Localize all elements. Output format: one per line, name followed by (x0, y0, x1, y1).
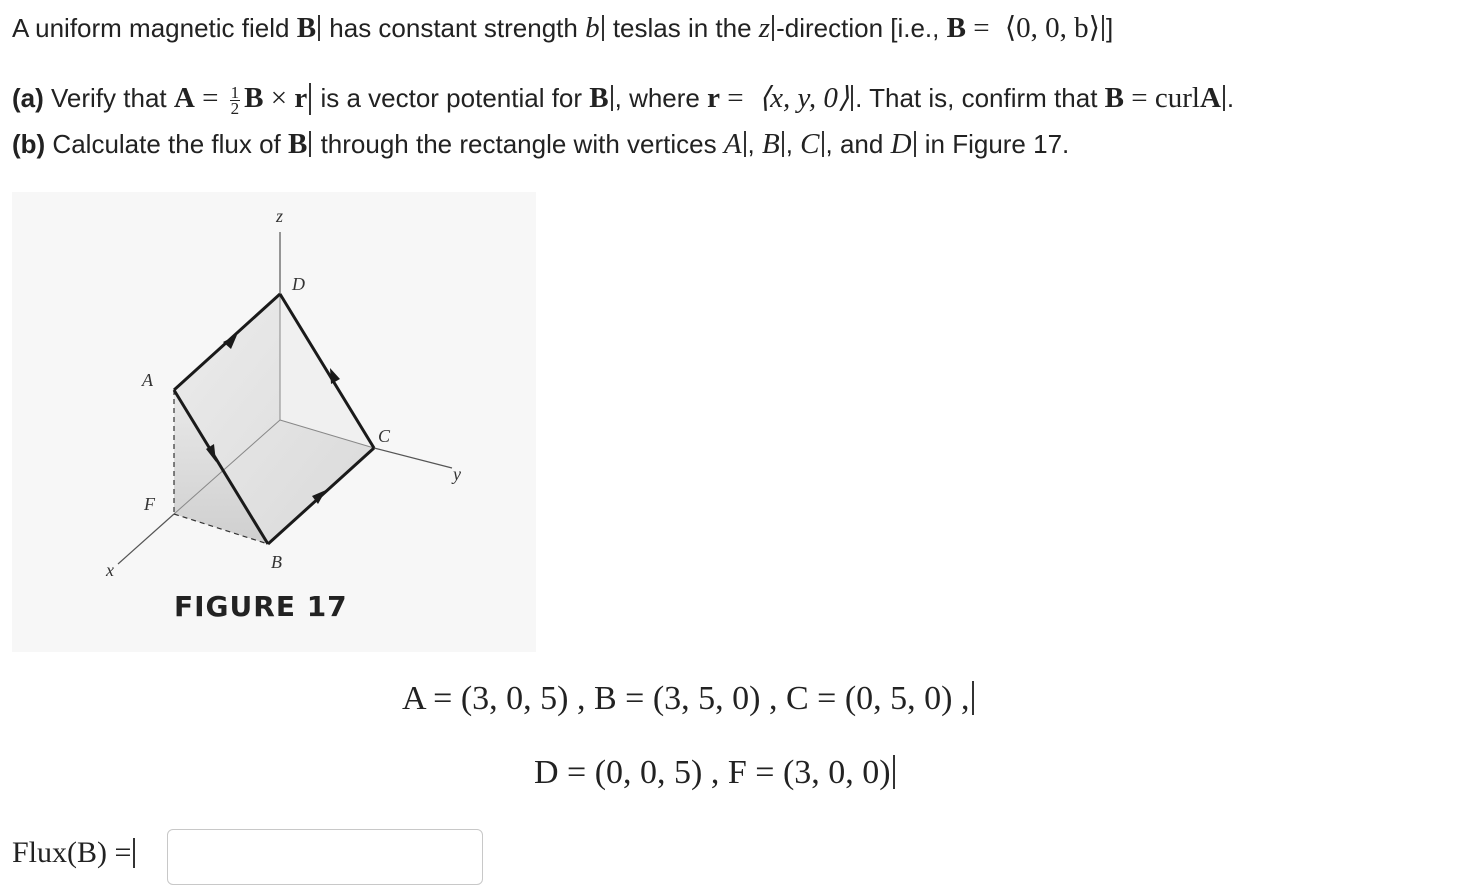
cursor-mark (914, 131, 916, 157)
cursor-mark (772, 15, 774, 41)
text: , where (614, 83, 708, 113)
text: is a vector potential for (313, 83, 590, 113)
math-equals: = (965, 12, 997, 44)
cursor-mark (309, 131, 311, 157)
label-A: A (142, 370, 153, 390)
cursor-mark (972, 681, 974, 715)
cursor-mark (133, 838, 135, 868)
text: has constant strength (322, 13, 586, 43)
math-curl: = curl (1124, 82, 1200, 114)
math-vector: ⟨x, y, 0⟩ (758, 82, 850, 114)
part-label: (a) (12, 83, 44, 113)
cursor-mark (602, 15, 604, 41)
vertex-C: C (800, 128, 820, 160)
problem-intro (12, 12, 1113, 44)
label-F: F (144, 494, 155, 514)
arrow-C-D (330, 368, 340, 384)
cursor-mark (1102, 15, 1104, 41)
math-B: B (589, 82, 609, 114)
cursor-mark (318, 15, 320, 41)
part-a (12, 82, 1234, 116)
figure-caption: FIGURE 17 (174, 590, 348, 623)
points-text: D = (0, 0, 5) , F = (3, 0, 0) (534, 754, 891, 791)
math-vector: ⟨0, 0, b⟩ (1004, 12, 1100, 44)
text: -direction [i.e., (776, 13, 947, 43)
text: , and (825, 129, 891, 159)
text: . That is, confirm that (855, 83, 1105, 113)
label-y: y (453, 464, 461, 484)
text: , (785, 129, 801, 159)
math-z: z (758, 12, 771, 44)
math-A: A (173, 82, 195, 114)
text: . (1226, 83, 1235, 113)
flux-answer-input[interactable] (167, 829, 483, 885)
math-B: B (296, 12, 317, 44)
x-axis (118, 514, 174, 564)
figure-17 (12, 192, 536, 652)
math-r: r (294, 82, 308, 114)
cursor-mark (309, 83, 311, 115)
label-x: x (106, 560, 114, 580)
figure-diagram (12, 192, 536, 652)
cursor-mark (851, 85, 853, 111)
part-label: (b) (12, 129, 46, 159)
cursor-mark (893, 755, 895, 789)
points-text: A = (3, 0, 5) , B = (3, 5, 0) , C = (0, 5, 0) , (402, 680, 970, 717)
label-z: z (276, 206, 284, 226)
label-B: B (271, 552, 282, 572)
math-B: B (288, 128, 308, 160)
text: , (747, 129, 762, 159)
cursor-mark (744, 131, 746, 157)
y-axis (374, 448, 452, 468)
cursor-mark (822, 131, 824, 157)
label-C: C (378, 426, 391, 446)
flux-label (12, 836, 137, 870)
text: A uniform magnetic field (12, 13, 297, 43)
text: in Figure 17. (917, 129, 1070, 159)
text: teslas in the (605, 13, 759, 43)
math-B: B (244, 82, 264, 114)
part-b (12, 128, 1069, 160)
math-cross: × (263, 82, 295, 114)
points-row-2 (534, 754, 897, 792)
text: through the rectangle with vertices (313, 129, 724, 159)
text: ] (1105, 13, 1114, 43)
vertex-D: D (890, 128, 912, 160)
text: Verify that (43, 83, 174, 113)
math-equals: = (720, 82, 751, 114)
math-r: r (707, 82, 720, 114)
flux-label-text: Flux(B) = (12, 836, 132, 869)
fraction-numerator: 1 (230, 82, 240, 102)
cursor-mark (611, 85, 613, 111)
math-equals: = (194, 82, 226, 114)
math-b: b (585, 12, 600, 44)
math-A: A (1199, 82, 1221, 114)
vertex-B: B (761, 128, 780, 160)
points-row-1 (402, 680, 976, 718)
fraction-denominator: 2 (230, 98, 240, 118)
math-B: B (1104, 82, 1124, 114)
cursor-mark (1223, 85, 1225, 111)
label-D: D (292, 274, 305, 294)
math-B: B (946, 12, 966, 44)
cursor-mark (782, 131, 784, 157)
vertex-A: A (723, 128, 742, 160)
fraction-one-half (230, 82, 241, 118)
text: Calculate the flux of (45, 129, 289, 159)
